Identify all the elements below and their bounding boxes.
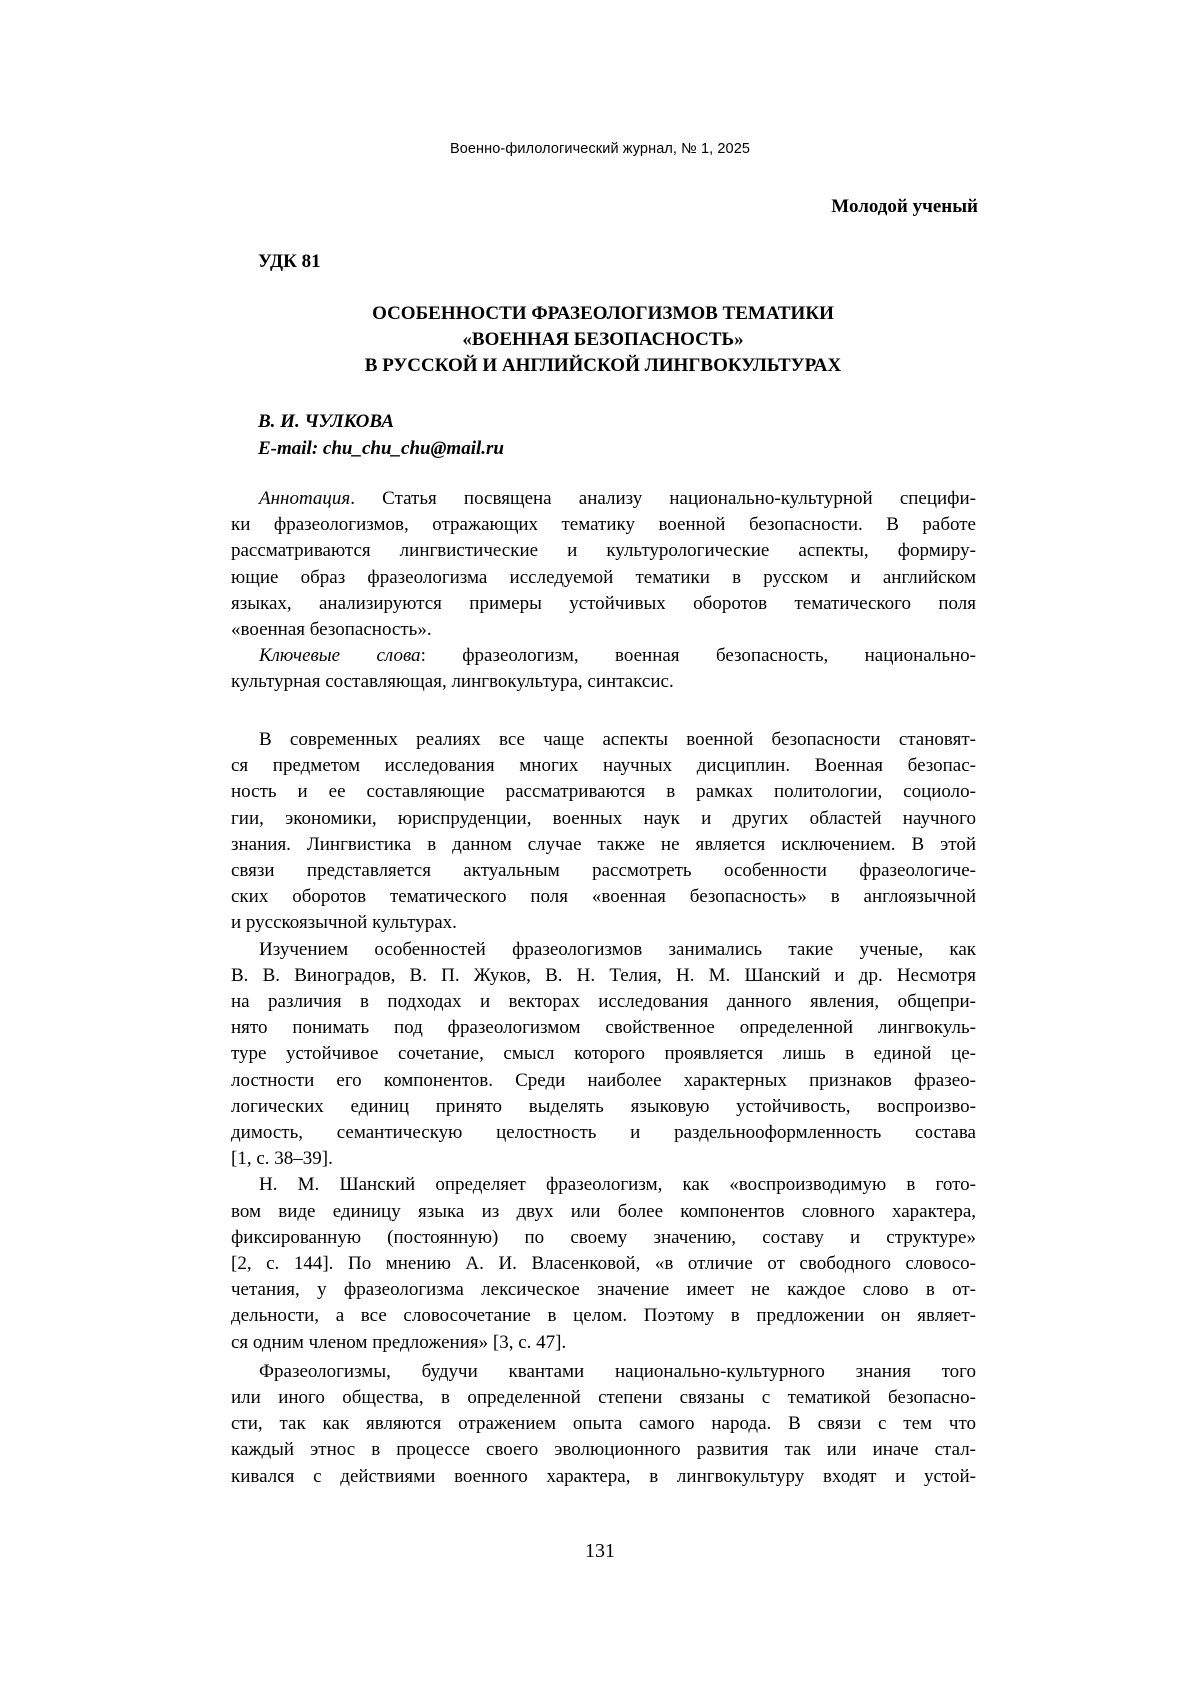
keywords-line: культурная составляющая, лингвокультура, синтаксис.: [231, 671, 674, 693]
body-line: вом виде единицу языка из двух или более компонентов словного характера,: [231, 1200, 976, 1222]
body-line: и русскоязычной культурах.: [231, 912, 457, 934]
abstract-line: ки фразеологизмов, отражающих тематику военной безопасности. В работе: [231, 514, 976, 536]
abstract-line: языках, анализируются примеры устойчивых оборотов тематического поля: [231, 592, 976, 614]
body-line: ность и ее составляющие рассматриваются в рамках политологии, социоло-: [231, 781, 976, 803]
body-line: [1, с. 38–39].: [231, 1148, 333, 1170]
title-line: «ВОЕННАЯ БЕЗОПАСНОСТЬ»: [462, 329, 744, 350]
body-line: каждый этнос в процессе своего эволюционного развития так или иначе стал-: [231, 1439, 976, 1461]
body-line: [2, с. 144]. По мнению А. И. Власенковой, «в отличие от свободного словосо-: [231, 1253, 976, 1275]
abstract-line: Аннотация. Статья посвящена анализу национально-культурной специфи-: [259, 488, 976, 509]
keywords-label: Ключевые слова: [259, 645, 421, 667]
body-line: нято понимать под фразеологизмом свойственное определенной лингвокуль-: [231, 1017, 976, 1039]
body-line: сти, так как являются отражением опыта самого народа. В связи с тем что: [231, 1413, 976, 1435]
body-line: туре устойчивое сочетание, смысл которого проявляется лишь в единой це-: [231, 1043, 976, 1065]
body-line: фиксированную (постоянную) по своему значению, составу и структуре»: [231, 1226, 976, 1248]
body-line: лостности его компонентов. Среди наиболее характерных признаков фразео-: [231, 1069, 976, 1091]
body-line: ских оборотов тематического поля «военная безопасность» в англоязычной: [231, 886, 976, 908]
abstract-line: «военная безопасность».: [231, 619, 432, 641]
abstract: [231, 486, 976, 696]
abstract-line: рассматриваются лингвистические и культурологические аспекты, формиру-: [231, 540, 976, 562]
body-line: на различия в подходах и векторах исследования данного явления, общепри-: [231, 991, 976, 1013]
body-line: четания, у фразеологизма лексическое значение имеет не каждое слово в от-: [231, 1279, 976, 1301]
section-title: Молодой ученый: [831, 196, 978, 217]
body-line: В. В. Виноградов, В. П. Жуков, В. Н. Телия, Н. М. Шанский и др. Несмотря: [231, 964, 976, 986]
body-line: В современных реалиях все чаще аспекты военной безопасности становят-: [259, 729, 976, 750]
running-head: Военно-филологический журнал, № 1, 2025: [449, 141, 751, 157]
abstract-label: Аннотация: [259, 488, 351, 509]
body-line: Н. М. Шанский определяет фразеологизм, как «воспроизводимую в гото-: [259, 1174, 976, 1196]
page-number: 131: [585, 1540, 615, 1562]
abstract-line: ющие образ фразеологизма исследуемой тематики в русском и английском: [231, 566, 976, 588]
body-line: димость, семантическую целостность и раздельнооформленность состава: [231, 1122, 976, 1144]
body-line: Фразеологизмы, будучи квантами национально-культурного знания того: [259, 1360, 976, 1382]
udk-code: УДК 81: [258, 251, 321, 272]
body-line: знания. Лингвистика в данном случае также не является исключением. В этой: [231, 833, 976, 855]
article-body: [231, 727, 976, 1490]
body-line: гии, экономики, юриспруденции, военных наук и других областей научного: [231, 807, 976, 829]
title-line: ОСОБЕННОСТИ ФРАЗЕОЛОГИЗМОВ ТЕМАТИКИ: [372, 303, 834, 324]
body-line: или иного общества, в определенной степени связаны с тематикой безопасно-: [231, 1387, 976, 1409]
author-name: В. И. ЧУЛКОВА: [258, 411, 395, 432]
title-line: В РУССКОЙ И АНГЛИЙСКОЙ ЛИНГВОКУЛЬТУРАХ: [364, 355, 842, 376]
body-line: кивался с действиями военного характера, в лингвокультуру входят и устой-: [231, 1465, 976, 1487]
keywords-line: Ключевые слова: фразеологизм, военная безопасность, национально-: [259, 645, 976, 667]
author-block: [258, 408, 504, 462]
body-line: логических единиц принято выделять языковую устойчивость, воспроизво-: [231, 1095, 976, 1117]
article-title: [230, 301, 976, 379]
author-email: E-mail: chu_chu_chu@mail.ru: [258, 438, 504, 459]
body-line: ся предметом исследования многих научных дисциплин. Военная безопас-: [231, 755, 976, 777]
body-line: Изучением особенностей фразеологизмов занимались такие ученые, как: [259, 938, 976, 960]
body-line: дельности, а все словосочетание в целом. Поэтому в предложении он являет-: [231, 1305, 976, 1327]
body-line: ся одним членом предложения» [3, с. 47].: [231, 1331, 567, 1353]
body-line: связи представляется актуальным рассмотреть особенности фразеологиче-: [231, 860, 976, 882]
